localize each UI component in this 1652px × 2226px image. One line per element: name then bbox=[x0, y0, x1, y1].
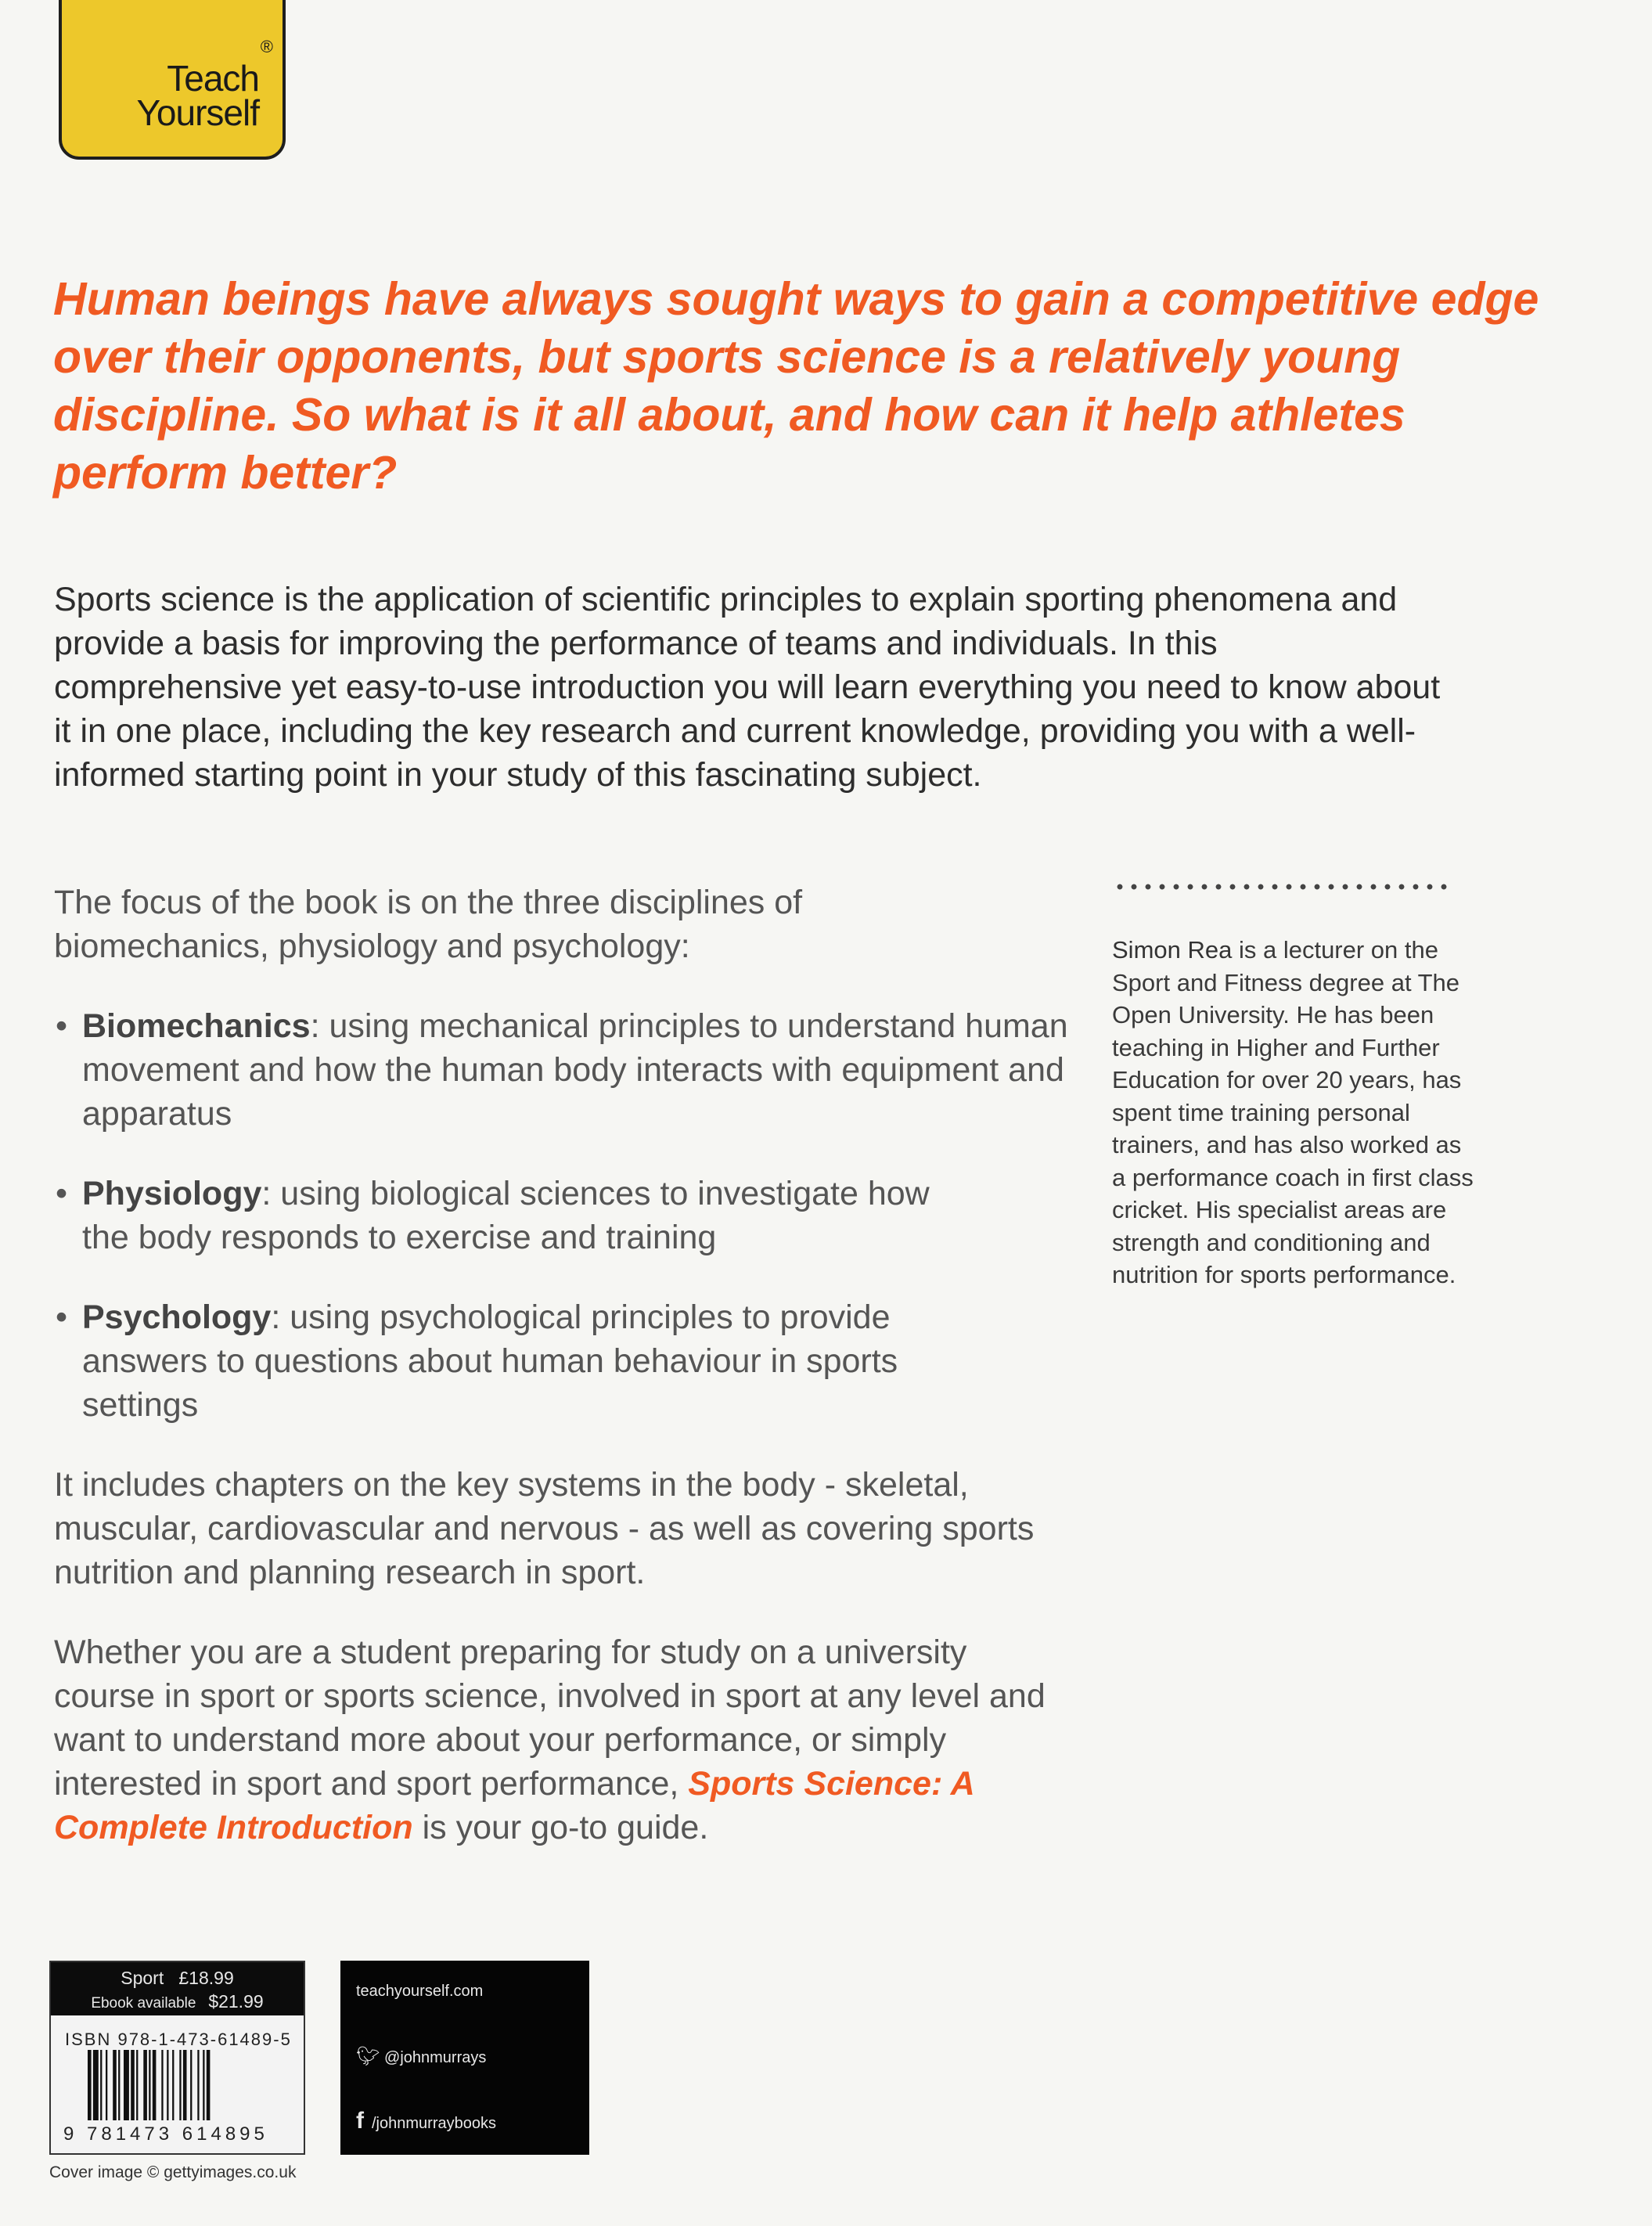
barcode-bar bbox=[167, 2050, 168, 2120]
twitter-link[interactable] bbox=[356, 2045, 486, 2068]
bullet-text: : using psychological principles to provide answers to questions about human behaviour in sports settings bbox=[82, 1298, 898, 1424]
facebook-icon: f bbox=[356, 2108, 364, 2134]
barcode-bar bbox=[183, 2050, 187, 2120]
book-title: Sports Science: A Complete Introduction bbox=[54, 1765, 974, 1846]
author-bio bbox=[1112, 934, 1480, 1291]
barcode-bar bbox=[149, 2050, 150, 2120]
twitter-icon: 🐦︎ bbox=[356, 2046, 380, 2067]
logo-line1: Teach bbox=[167, 58, 259, 99]
barcode-bar bbox=[179, 2050, 181, 2120]
cover-credit: Cover image © gettyimages.co.uk bbox=[49, 2163, 297, 2181]
barcode-bar bbox=[153, 2050, 157, 2120]
barcode-bar bbox=[106, 2050, 107, 2120]
facebook-handle: /johnmurraybooks bbox=[372, 2115, 496, 2132]
barcode-digits: 9 781473 614895 bbox=[63, 2123, 268, 2145]
twitter-handle: @johnmurrays bbox=[384, 2049, 487, 2066]
barcode-bar bbox=[113, 2050, 117, 2120]
focus-lead: The focus of the book is on the three disciplines of biomechanics, physiology and psychology: bbox=[54, 884, 803, 965]
ebook-label: Ebook available bbox=[91, 1995, 196, 2012]
website-link[interactable]: teachyourself.com bbox=[356, 1983, 484, 2000]
dotted-divider bbox=[1113, 883, 1451, 891]
registered-mark: ® bbox=[260, 37, 273, 56]
price-band bbox=[51, 1962, 304, 2015]
barcode-bar bbox=[118, 2050, 120, 2120]
chapters-paragraph: It includes chapters on the key systems in the body - skeletal, muscular, cardiovascular and nervous - as well as covering sports nutrition and planning research in sport. bbox=[54, 1466, 1035, 1591]
bullet-physiology: • Physiology: using biological sciences to investigate how the body responds to exercise and training bbox=[56, 1175, 930, 1256]
intro-paragraph: Sports science is the application of scientific principles to explain sporting phenomena and provide a basis for improving the performance of teams and individuals. In this comprehensive yet easy-to-use introduction you will learn everything you need to know about it in one place, including the key research and current knowledge, providing you with a well-informed starting point in your study of this fascinating subject. bbox=[54, 581, 1441, 794]
price-us: $21.99 bbox=[208, 1991, 264, 2012]
price-uk: £18.99 bbox=[178, 1968, 234, 1988]
teach-yourself-logo bbox=[59, 0, 286, 160]
closing-text: Whether you are a student preparing for study on a university course in sport or sports science, involved in sport at any level and want to understand more about your performance, or simply interested in sport and sport performance, bbox=[54, 1633, 1046, 1803]
barcode-bar bbox=[203, 2050, 204, 2120]
bullet-term: Physiology bbox=[82, 1175, 262, 1212]
logo-text bbox=[136, 58, 259, 133]
bullet-psychology: • Psychology: using psychological principles to provide answers to questions about human behaviour in sports settings bbox=[56, 1298, 898, 1424]
price-barcode-box bbox=[49, 1961, 305, 2155]
barcode bbox=[88, 2050, 241, 2120]
barcode-bar bbox=[124, 2050, 129, 2120]
bullet-term: Biomechanics bbox=[82, 1007, 311, 1045]
author-bio-text: is a lecturer on the Sport and Fitness degree at The Open University. He has been teaching in Higher and Further Education for over 20 years, has spent time training personal trainers, and has also worked as a performance coach in first class cricket. His specialist areas are strength and conditioning and nutrition for sports performance. bbox=[1112, 936, 1474, 1288]
author-name: Simon Rea bbox=[1112, 936, 1233, 964]
barcode-bar bbox=[93, 2050, 99, 2120]
bullet-text: : using biological sciences to investigate how the body responds to exercise and training bbox=[82, 1175, 930, 1256]
social-box bbox=[340, 1961, 589, 2155]
barcode-bar bbox=[172, 2050, 174, 2120]
closing-paragraph bbox=[54, 1630, 1071, 1850]
category: Sport bbox=[121, 1968, 164, 1988]
barcode-bar bbox=[207, 2050, 211, 2120]
closing-text-end: is your go-to guide. bbox=[412, 1809, 709, 1846]
bullet-biomechanics: • Biomechanics: using mechanical principles to understand human movement and how the human body interacts with equipment and apparatus bbox=[56, 1007, 1068, 1133]
logo-line2: Yourself bbox=[136, 92, 259, 133]
barcode-bar bbox=[88, 2050, 92, 2120]
barcode-bar bbox=[190, 2050, 192, 2120]
facebook-link[interactable] bbox=[356, 2108, 496, 2134]
focus-section bbox=[54, 881, 1071, 1850]
barcode-bar bbox=[131, 2050, 135, 2120]
barcode-bar bbox=[100, 2050, 102, 2120]
barcode-bar bbox=[161, 2050, 163, 2120]
barcode-bar bbox=[143, 2050, 147, 2120]
barcode-bar bbox=[197, 2050, 199, 2120]
bullet-text: : using mechanical principles to understand human movement and how the human body interacts with equipment and apparatus bbox=[82, 1007, 1068, 1133]
barcode-bar bbox=[136, 2050, 138, 2120]
isbn: ISBN 978-1-473-61489-5 bbox=[65, 2030, 292, 2049]
bullet-term: Psychology bbox=[82, 1298, 272, 1336]
headline: Human beings have always sought ways to gain a competitive edge over their opponents, but sports science is a relatively young discipline. So what is it all about, and how can it help athletes perform better? bbox=[53, 273, 1539, 499]
